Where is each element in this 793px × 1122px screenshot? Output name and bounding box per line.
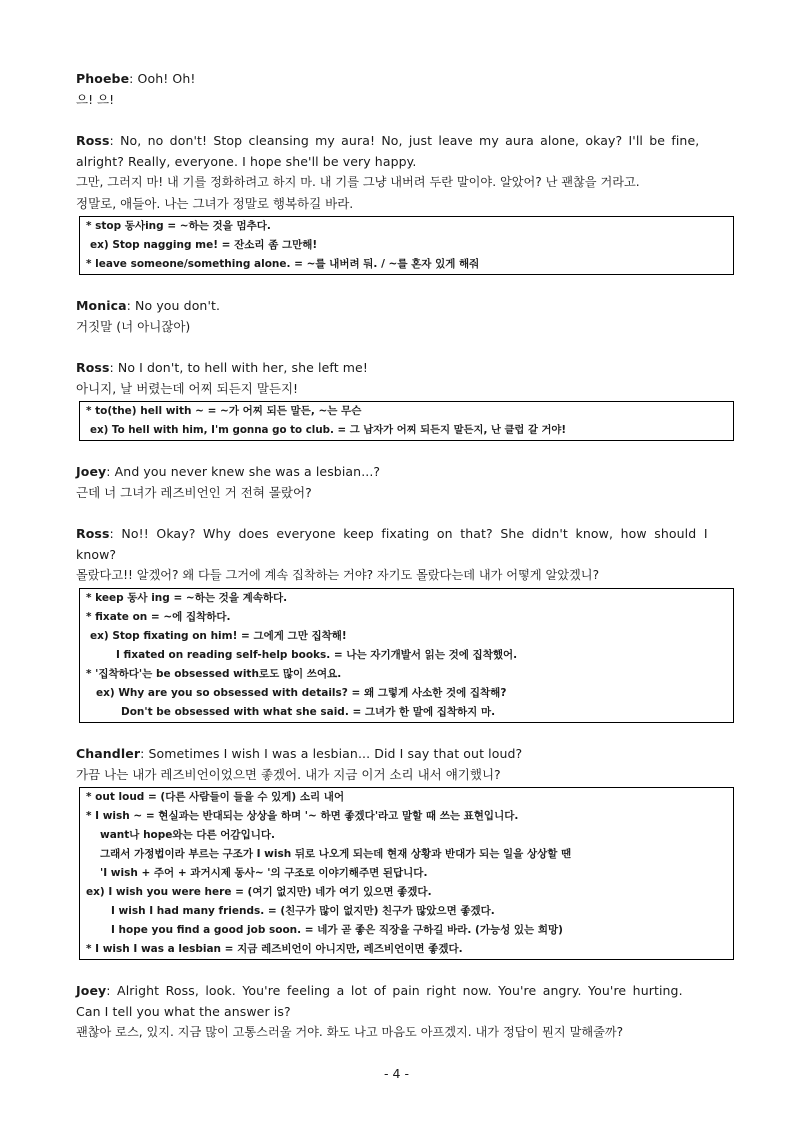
vocab-note-box xyxy=(79,787,734,960)
note-line: I hope you find a good job soon. = 네가 곧 좋은 직장을 구하길 바라. (가능성 있는 희망) xyxy=(111,924,563,936)
dialogue-text: : And you never knew she was a lesbian...? xyxy=(106,464,381,479)
speaker-name: Joey xyxy=(76,983,107,998)
dialogue-chandler xyxy=(76,743,735,960)
dialogue-text: : No, no don't! Stop cleansing my aura! No, just leave my aura alone, okay? I'll be fine, xyxy=(109,133,700,148)
note-line: * I wish ~ = 현실과는 반대되는 상상을 하며 '~ 하면 좋겠다'라고 말할 때 쓰는 표현입니다. xyxy=(86,810,519,822)
speaker-name: Ross xyxy=(76,526,110,541)
dialogue-text: : No!! Okay? Why does everyone keep fixating on that? She didn't know, how should I xyxy=(109,526,708,541)
dialogue-joey-2 xyxy=(76,980,735,1043)
dialogue-phoebe xyxy=(76,68,735,110)
korean-translation: 아니지, 날 버렸는데 어찌 되든지 말든지! xyxy=(76,381,299,396)
note-line: * leave someone/something alone. = ~를 내버려 둬. / ~를 혼자 있게 해줘 xyxy=(86,258,480,270)
korean-translation: 몰랐다고!! 알겠어? 왜 다들 그거에 계속 집착하는 거야? 자기도 몰랐다는데 내가 어떻게 알았겠니? xyxy=(76,568,600,582)
note-line: ex) Why are you so obsessed with details? = 왜 그렇게 사소한 것에 집착해? xyxy=(96,687,507,699)
korean-translation: 그만, 그러지 마! 내 기를 정화하려고 하지 마. 내 기를 그냥 내버려 두란 말이야. 알았어? 난 괜찮을 거라고. xyxy=(76,175,640,189)
english-line-cont: alright? Really, everyone. I hope she'll be very happy. xyxy=(76,154,417,169)
note-line: * stop 동사ing = ~하는 것을 멈추다. xyxy=(86,220,271,232)
vocab-note-box xyxy=(79,588,734,723)
note-line: ex) Stop nagging me! = 잔소리 좀 그만해! xyxy=(90,239,318,251)
dialogue-text: : Ooh! Oh! xyxy=(129,71,196,86)
dialogue-ross-2 xyxy=(76,357,735,441)
dialogue-text: : Sometimes I wish I was a lesbian... Did I say that out loud? xyxy=(140,746,523,761)
speaker-name: Ross xyxy=(76,360,110,375)
dialogue-text: : No you don't. xyxy=(126,298,221,313)
vocab-note-box xyxy=(79,401,734,441)
note-line: 그래서 가정법이라 부르는 구조가 I wish 뒤로 나오게 되는데 현재 상황과 반대가 되는 일을 상상할 땐 xyxy=(100,848,572,860)
note-line: I wish I had many friends. = (친구가 많이 없지만) 친구가 많았으면 좋겠다. xyxy=(111,905,495,917)
note-line: * out loud = (다른 사람들이 들을 수 있게) 소리 내어 xyxy=(86,791,345,803)
english-line xyxy=(76,461,735,482)
dialogue-text: : Alright Ross, look. You're feeling a lot of pain right now. You're angry. You're hurting. xyxy=(106,983,683,998)
korean-translation: 거짓말 (너 아니잖아) xyxy=(76,319,191,334)
dialogue-joey-1 xyxy=(76,461,735,503)
english-line-cont: Can I tell you what the answer is? xyxy=(76,1004,291,1019)
note-line: * to(the) hell with ~ = ~가 어찌 되든 말든, ~는 무슨 xyxy=(86,405,362,417)
speaker-name: Phoebe xyxy=(76,71,130,86)
english-line xyxy=(76,743,735,764)
korean-translation: 으! 으! xyxy=(76,92,115,107)
note-line: ex) Stop fixating on him! = 그에게 그만 집착해! xyxy=(90,630,347,642)
dialogue-ross-1 xyxy=(76,130,735,275)
english-line xyxy=(76,130,735,151)
speaker-name: Joey xyxy=(76,464,107,479)
note-line: * fixate on = ~에 집착하다. xyxy=(86,611,231,623)
speaker-name: Chandler xyxy=(76,746,141,761)
note-line: ex) I wish you were here = (여기 없지만) 네가 여기 있으면 좋겠다. xyxy=(86,886,432,898)
korean-translation: 가끔 나는 내가 레즈비언이었으면 좋겠어. 내가 지금 이거 소리 내서 얘기했니? xyxy=(76,767,501,782)
page-number: - 4 - xyxy=(384,1066,409,1081)
english-line xyxy=(76,68,735,89)
english-line xyxy=(76,295,735,316)
note-line: * keep 동사 ing = ~하는 것을 계속하다. xyxy=(86,592,288,604)
document-page xyxy=(76,68,735,1043)
note-line: * I wish I was a lesbian = 지금 레즈비언이 아니지만, 레즈비언이면 좋겠다. xyxy=(86,943,463,955)
note-line: ex) To hell with him, I'm gonna go to club. = 그 남자가 어찌 되든지 말든지, 난 클럽 갈 거야! xyxy=(90,424,567,436)
korean-translation-cont: 정말로, 애들아. 나는 그녀가 정말로 행복하길 바라. xyxy=(76,196,354,211)
dialogue-monica xyxy=(76,295,735,337)
english-line xyxy=(76,357,735,378)
english-line xyxy=(76,980,735,1001)
vocab-note-box xyxy=(79,216,734,275)
note-line: I fixated on reading self-help books. = 나는 자기개발서 읽는 것에 집착했어. xyxy=(116,649,518,661)
note-line: 'I wish + 주어 + 과거시제 동사~ '의 구조로 이야기해주면 된답니다. xyxy=(100,867,428,879)
note-line: Don't be obsessed with what she said. = 그녀가 한 말에 집착하지 마. xyxy=(121,706,496,718)
note-line: want나 hope와는 다른 어감입니다. xyxy=(100,829,275,841)
english-line-cont: know? xyxy=(76,547,117,562)
dialogue-text: : No I don't, to hell with her, she left me! xyxy=(109,360,368,375)
english-line xyxy=(76,523,735,544)
dialogue-ross-3 xyxy=(76,523,735,723)
note-line: * '집착하다'는 be obsessed with로도 많이 쓰여요. xyxy=(86,668,342,680)
speaker-name: Monica xyxy=(76,298,127,313)
korean-translation: 근데 너 그녀가 레즈비언인 거 전혀 몰랐어? xyxy=(76,485,312,500)
korean-translation: 괜찮아 로스, 있지. 지금 많이 고통스러울 거야. 화도 나고 마음도 아프겠지. 내가 정답이 뭔지 말해줄까? xyxy=(76,1025,624,1039)
speaker-name: Ross xyxy=(76,133,110,148)
